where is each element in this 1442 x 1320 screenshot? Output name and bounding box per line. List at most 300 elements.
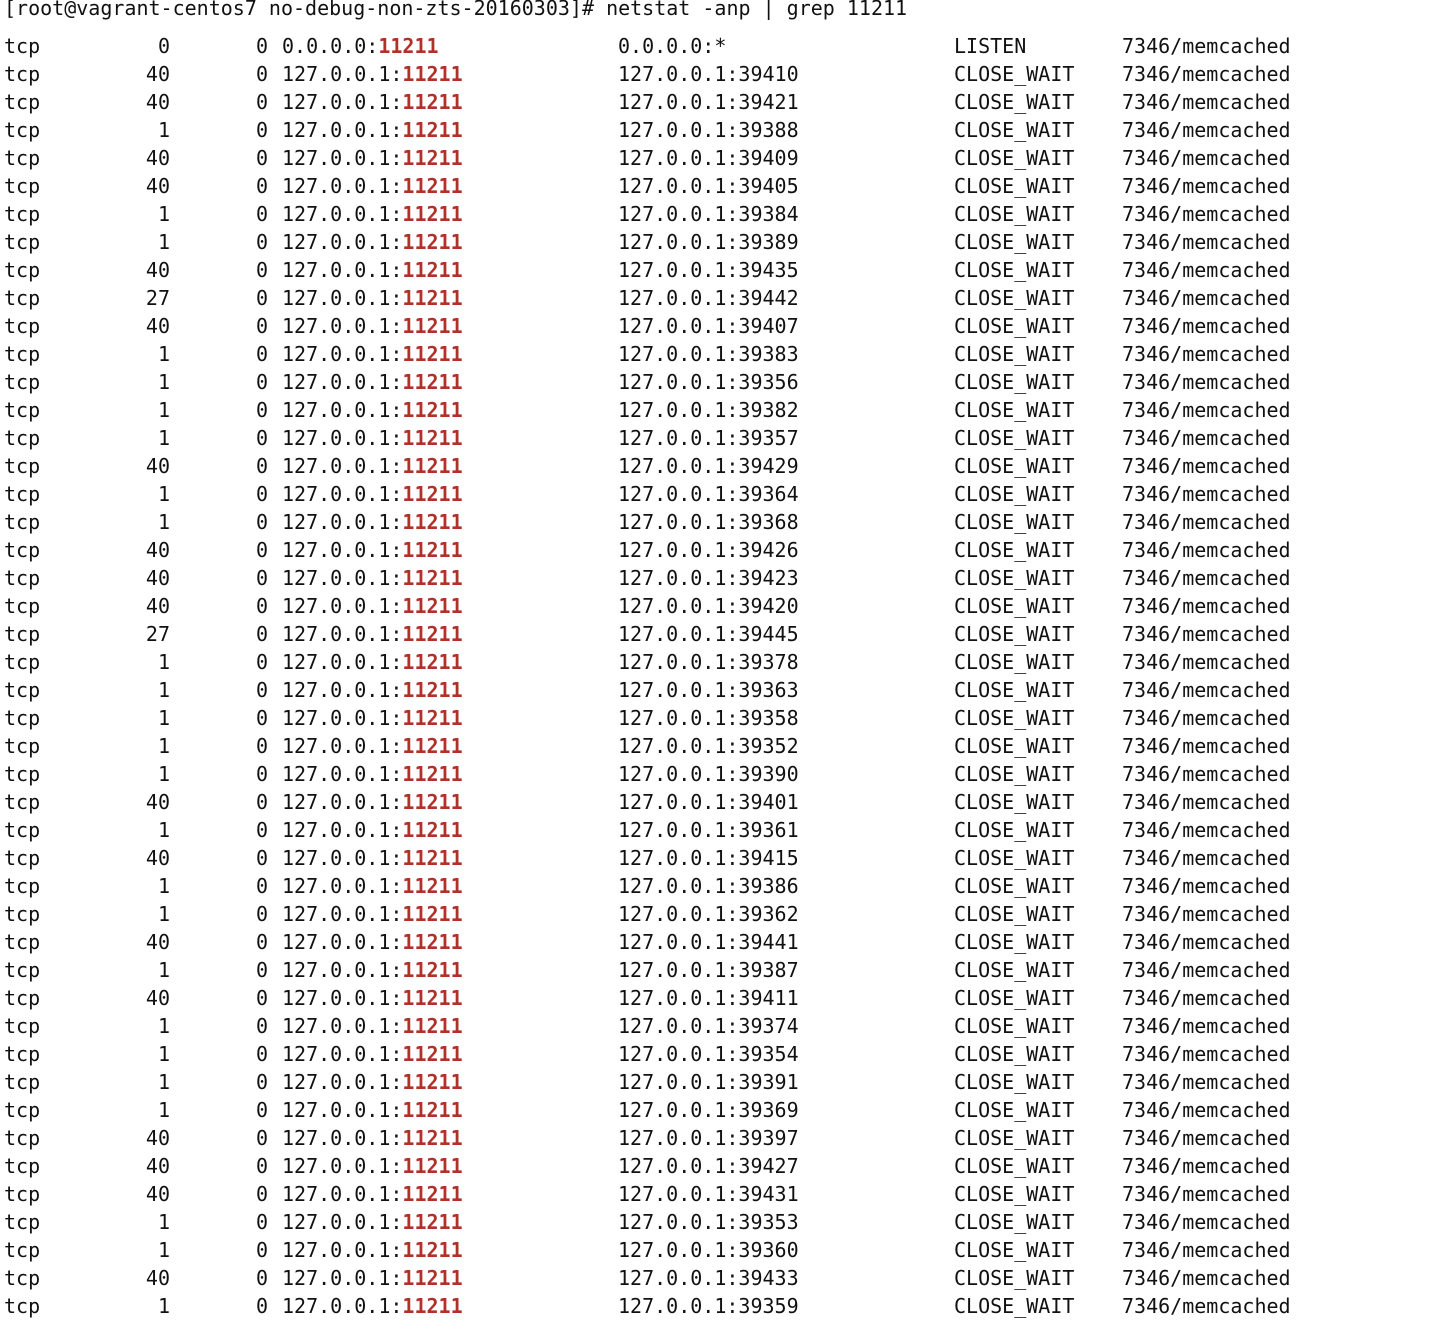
local-ip: 127.0.0.1: xyxy=(282,1182,403,1206)
highlighted-port: 11211 xyxy=(402,482,463,506)
protocol-cell: tcp xyxy=(4,594,41,618)
state-cell: CLOSE_WAIT xyxy=(954,1070,1075,1094)
pid-program-cell: 7346/memcached xyxy=(1122,678,1291,702)
foreign-address-cell: 127.0.0.1:39374 xyxy=(618,1014,799,1038)
netstat-row xyxy=(0,1040,1442,1068)
foreign-address-cell: 127.0.0.1:39364 xyxy=(618,482,799,506)
highlighted-port: 11211 xyxy=(402,874,463,898)
protocol-cell: tcp xyxy=(4,622,41,646)
local-ip: 127.0.0.1: xyxy=(282,342,403,366)
netstat-row xyxy=(0,312,1442,340)
foreign-address-cell: 127.0.0.1:39415 xyxy=(618,846,799,870)
recv-q-cell: 1 xyxy=(157,398,170,422)
highlighted-port: 11211 xyxy=(402,286,463,310)
recv-q-cell: 1 xyxy=(157,1070,170,1094)
netstat-row xyxy=(0,396,1442,424)
protocol-cell: tcp xyxy=(4,286,41,310)
foreign-address-cell: 127.0.0.1:39384 xyxy=(618,202,799,226)
state-cell: CLOSE_WAIT xyxy=(954,1098,1075,1122)
pid-program-cell: 7346/memcached xyxy=(1122,1070,1291,1094)
recv-q-cell: 1 xyxy=(157,1238,170,1262)
local-address-cell xyxy=(282,144,463,172)
foreign-address-cell: 127.0.0.1:39360 xyxy=(618,1238,799,1262)
netstat-row xyxy=(0,704,1442,732)
recv-q-cell: 1 xyxy=(157,370,170,394)
pid-program-cell: 7346/memcached xyxy=(1122,846,1291,870)
state-cell: CLOSE_WAIT xyxy=(954,846,1075,870)
foreign-address-cell: 127.0.0.1:39405 xyxy=(618,174,799,198)
local-address-cell xyxy=(282,1068,463,1096)
send-q-cell: 0 xyxy=(255,1154,268,1178)
highlighted-port: 11211 xyxy=(402,1098,463,1122)
foreign-address-cell: 127.0.0.1:39358 xyxy=(618,706,799,730)
recv-q-cell: 40 xyxy=(145,62,170,86)
state-cell: CLOSE_WAIT xyxy=(954,678,1075,702)
foreign-address-cell: 127.0.0.1:39363 xyxy=(618,678,799,702)
netstat-row xyxy=(0,844,1442,872)
netstat-row xyxy=(0,452,1442,480)
highlighted-port: 11211 xyxy=(402,734,463,758)
highlighted-port: 11211 xyxy=(402,930,463,954)
protocol-cell: tcp xyxy=(4,342,41,366)
pid-program-cell: 7346/memcached xyxy=(1122,34,1291,58)
recv-q-cell: 1 xyxy=(157,342,170,366)
pid-program-cell: 7346/memcached xyxy=(1122,1294,1291,1318)
pid-program-cell: 7346/memcached xyxy=(1122,342,1291,366)
foreign-address-cell: 127.0.0.1:39368 xyxy=(618,510,799,534)
pid-program-cell: 7346/memcached xyxy=(1122,370,1291,394)
state-cell: CLOSE_WAIT xyxy=(954,482,1075,506)
highlighted-port: 11211 xyxy=(402,1070,463,1094)
highlighted-port: 11211 xyxy=(402,594,463,618)
send-q-cell: 0 xyxy=(255,202,268,226)
recv-q-cell: 40 xyxy=(145,1126,170,1150)
state-cell: CLOSE_WAIT xyxy=(954,230,1075,254)
pid-program-cell: 7346/memcached xyxy=(1122,1154,1291,1178)
local-ip: 127.0.0.1: xyxy=(282,454,403,478)
state-cell: LISTEN xyxy=(954,34,1027,58)
send-q-cell: 0 xyxy=(255,1098,268,1122)
netstat-row xyxy=(0,676,1442,704)
foreign-address-cell: 127.0.0.1:39359 xyxy=(618,1294,799,1318)
local-ip: 127.0.0.1: xyxy=(282,958,403,982)
highlighted-port: 11211 xyxy=(402,538,463,562)
protocol-cell: tcp xyxy=(4,1266,41,1290)
state-cell: CLOSE_WAIT xyxy=(954,874,1075,898)
pid-program-cell: 7346/memcached xyxy=(1122,202,1291,226)
pid-program-cell: 7346/memcached xyxy=(1122,762,1291,786)
state-cell: CLOSE_WAIT xyxy=(954,342,1075,366)
protocol-cell: tcp xyxy=(4,62,41,86)
highlighted-port: 11211 xyxy=(402,1126,463,1150)
netstat-row xyxy=(0,592,1442,620)
local-address-cell xyxy=(282,984,463,1012)
recv-q-cell: 40 xyxy=(145,538,170,562)
pid-program-cell: 7346/memcached xyxy=(1122,1042,1291,1066)
pid-program-cell: 7346/memcached xyxy=(1122,538,1291,562)
netstat-row xyxy=(0,760,1442,788)
highlighted-port: 11211 xyxy=(402,566,463,590)
protocol-cell: tcp xyxy=(4,1238,41,1262)
state-cell: CLOSE_WAIT xyxy=(954,510,1075,534)
recv-q-cell: 27 xyxy=(145,286,170,310)
local-address-cell xyxy=(282,900,463,928)
send-q-cell: 0 xyxy=(255,818,268,842)
netstat-row xyxy=(0,1180,1442,1208)
local-address-cell xyxy=(282,816,463,844)
pid-program-cell: 7346/memcached xyxy=(1122,118,1291,142)
protocol-cell: tcp xyxy=(4,1294,41,1318)
pid-program-cell: 7346/memcached xyxy=(1122,314,1291,338)
local-ip: 127.0.0.1: xyxy=(282,1266,403,1290)
send-q-cell: 0 xyxy=(255,566,268,590)
protocol-cell: tcp xyxy=(4,482,41,506)
local-ip: 127.0.0.1: xyxy=(282,1014,403,1038)
netstat-row xyxy=(0,200,1442,228)
send-q-cell: 0 xyxy=(255,1266,268,1290)
send-q-cell: 0 xyxy=(255,874,268,898)
local-address-cell xyxy=(282,256,463,284)
local-ip: 127.0.0.1: xyxy=(282,790,403,814)
state-cell: CLOSE_WAIT xyxy=(954,958,1075,982)
local-address-cell xyxy=(282,1012,463,1040)
netstat-row xyxy=(0,172,1442,200)
state-cell: CLOSE_WAIT xyxy=(954,1210,1075,1234)
local-address-cell xyxy=(282,396,463,424)
netstat-row xyxy=(0,732,1442,760)
local-ip: 127.0.0.1: xyxy=(282,902,403,926)
netstat-row xyxy=(0,60,1442,88)
protocol-cell: tcp xyxy=(4,818,41,842)
recv-q-cell: 1 xyxy=(157,230,170,254)
pid-program-cell: 7346/memcached xyxy=(1122,398,1291,422)
protocol-cell: tcp xyxy=(4,1098,41,1122)
local-address-cell xyxy=(282,1124,463,1152)
foreign-address-cell: 127.0.0.1:39354 xyxy=(618,1042,799,1066)
netstat-row xyxy=(0,508,1442,536)
protocol-cell: tcp xyxy=(4,314,41,338)
local-address-cell xyxy=(282,340,463,368)
local-address-cell xyxy=(282,788,463,816)
netstat-row xyxy=(0,648,1442,676)
foreign-address-cell: 127.0.0.1:39352 xyxy=(618,734,799,758)
state-cell: CLOSE_WAIT xyxy=(954,398,1075,422)
foreign-address-cell: 127.0.0.1:39362 xyxy=(618,902,799,926)
foreign-address-cell: 127.0.0.1:39429 xyxy=(618,454,799,478)
highlighted-port: 11211 xyxy=(402,146,463,170)
protocol-cell: tcp xyxy=(4,1042,41,1066)
highlighted-port: 11211 xyxy=(402,1210,463,1234)
foreign-address-cell: 127.0.0.1:39388 xyxy=(618,118,799,142)
local-address-cell xyxy=(282,760,463,788)
local-address-cell xyxy=(282,480,463,508)
protocol-cell: tcp xyxy=(4,230,41,254)
foreign-address-cell: 127.0.0.1:39353 xyxy=(618,1210,799,1234)
shell-prompt: [root@vagrant-centos7 no-debug-non-zts-20160303]# xyxy=(4,0,607,20)
foreign-address-cell: 127.0.0.1:39389 xyxy=(618,230,799,254)
pid-program-cell: 7346/memcached xyxy=(1122,1126,1291,1150)
local-address-cell xyxy=(282,1040,463,1068)
local-ip: 127.0.0.1: xyxy=(282,566,403,590)
local-ip: 127.0.0.1: xyxy=(282,594,403,618)
send-q-cell: 0 xyxy=(255,118,268,142)
recv-q-cell: 40 xyxy=(145,790,170,814)
protocol-cell: tcp xyxy=(4,258,41,282)
state-cell: CLOSE_WAIT xyxy=(954,90,1075,114)
recv-q-cell: 1 xyxy=(157,734,170,758)
foreign-address-cell: 127.0.0.1:39433 xyxy=(618,1266,799,1290)
local-ip: 127.0.0.1: xyxy=(282,146,403,170)
pid-program-cell: 7346/memcached xyxy=(1122,594,1291,618)
local-ip: 127.0.0.1: xyxy=(282,986,403,1010)
local-ip: 127.0.0.1: xyxy=(282,1070,403,1094)
netstat-row xyxy=(0,1152,1442,1180)
netstat-row xyxy=(0,424,1442,452)
foreign-address-cell: 127.0.0.1:39387 xyxy=(618,958,799,982)
highlighted-port: 11211 xyxy=(402,90,463,114)
netstat-row xyxy=(0,368,1442,396)
netstat-row xyxy=(0,1208,1442,1236)
state-cell: CLOSE_WAIT xyxy=(954,1266,1075,1290)
local-address-cell xyxy=(282,1292,463,1320)
send-q-cell: 0 xyxy=(255,678,268,702)
highlighted-port: 11211 xyxy=(402,174,463,198)
recv-q-cell: 1 xyxy=(157,958,170,982)
foreign-address-cell: 127.0.0.1:39420 xyxy=(618,594,799,618)
state-cell: CLOSE_WAIT xyxy=(954,734,1075,758)
pid-program-cell: 7346/memcached xyxy=(1122,1098,1291,1122)
pid-program-cell: 7346/memcached xyxy=(1122,510,1291,534)
local-address-cell xyxy=(282,956,463,984)
local-ip: 127.0.0.1: xyxy=(282,90,403,114)
netstat-row xyxy=(0,144,1442,172)
local-address-cell xyxy=(282,1180,463,1208)
protocol-cell: tcp xyxy=(4,958,41,982)
recv-q-cell: 1 xyxy=(157,1098,170,1122)
netstat-row xyxy=(0,32,1442,60)
local-ip: 127.0.0.1: xyxy=(282,314,403,338)
state-cell: CLOSE_WAIT xyxy=(954,62,1075,86)
foreign-address-cell: 127.0.0.1:39383 xyxy=(618,342,799,366)
foreign-address-cell: 127.0.0.1:39369 xyxy=(618,1098,799,1122)
state-cell: CLOSE_WAIT xyxy=(954,202,1075,226)
foreign-address-cell: 127.0.0.1:39423 xyxy=(618,566,799,590)
state-cell: CLOSE_WAIT xyxy=(954,538,1075,562)
protocol-cell: tcp xyxy=(4,1070,41,1094)
local-ip: 0.0.0.0: xyxy=(282,34,379,58)
local-ip: 127.0.0.1: xyxy=(282,818,403,842)
recv-q-cell: 40 xyxy=(145,594,170,618)
send-q-cell: 0 xyxy=(255,342,268,366)
protocol-cell: tcp xyxy=(4,706,41,730)
local-address-cell xyxy=(282,564,463,592)
netstat-row xyxy=(0,1012,1442,1040)
netstat-row xyxy=(0,536,1442,564)
recv-q-cell: 1 xyxy=(157,1210,170,1234)
local-address-cell xyxy=(282,200,463,228)
recv-q-cell: 0 xyxy=(157,34,170,58)
netstat-row xyxy=(0,620,1442,648)
state-cell: CLOSE_WAIT xyxy=(954,146,1075,170)
send-q-cell: 0 xyxy=(255,706,268,730)
highlighted-port: 11211 xyxy=(378,34,439,58)
foreign-address-cell: 127.0.0.1:39390 xyxy=(618,762,799,786)
highlighted-port: 11211 xyxy=(402,426,463,450)
command-text: netstat -anp | grep 11211 xyxy=(606,0,908,20)
command-line xyxy=(4,0,1442,22)
pid-program-cell: 7346/memcached xyxy=(1122,230,1291,254)
foreign-address-cell: 127.0.0.1:39361 xyxy=(618,818,799,842)
recv-q-cell: 1 xyxy=(157,1294,170,1318)
foreign-address-cell: 127.0.0.1:39401 xyxy=(618,790,799,814)
recv-q-cell: 40 xyxy=(145,1182,170,1206)
foreign-address-cell: 127.0.0.1:39356 xyxy=(618,370,799,394)
highlighted-port: 11211 xyxy=(402,986,463,1010)
protocol-cell: tcp xyxy=(4,34,41,58)
local-ip: 127.0.0.1: xyxy=(282,678,403,702)
send-q-cell: 0 xyxy=(255,1294,268,1318)
foreign-address-cell: 127.0.0.1:39441 xyxy=(618,930,799,954)
state-cell: CLOSE_WAIT xyxy=(954,1294,1075,1318)
netstat-row xyxy=(0,116,1442,144)
local-address-cell xyxy=(282,284,463,312)
local-address-cell xyxy=(282,648,463,676)
local-address-cell xyxy=(282,116,463,144)
highlighted-port: 11211 xyxy=(402,1014,463,1038)
local-address-cell xyxy=(282,88,463,116)
foreign-address-cell: 127.0.0.1:39435 xyxy=(618,258,799,282)
protocol-cell: tcp xyxy=(4,370,41,394)
local-address-cell xyxy=(282,60,463,88)
protocol-cell: tcp xyxy=(4,902,41,926)
highlighted-port: 11211 xyxy=(402,1266,463,1290)
send-q-cell: 0 xyxy=(255,286,268,310)
protocol-cell: tcp xyxy=(4,426,41,450)
recv-q-cell: 40 xyxy=(145,258,170,282)
local-address-cell xyxy=(282,620,463,648)
highlighted-port: 11211 xyxy=(402,762,463,786)
foreign-address-cell: 127.0.0.1:39442 xyxy=(618,286,799,310)
send-q-cell: 0 xyxy=(255,314,268,338)
pid-program-cell: 7346/memcached xyxy=(1122,734,1291,758)
protocol-cell: tcp xyxy=(4,1126,41,1150)
local-address-cell xyxy=(282,872,463,900)
local-address-cell xyxy=(282,32,439,60)
foreign-address-cell: 127.0.0.1:39391 xyxy=(618,1070,799,1094)
protocol-cell: tcp xyxy=(4,650,41,674)
local-ip: 127.0.0.1: xyxy=(282,706,403,730)
send-q-cell: 0 xyxy=(255,1042,268,1066)
protocol-cell: tcp xyxy=(4,762,41,786)
protocol-cell: tcp xyxy=(4,1182,41,1206)
recv-q-cell: 40 xyxy=(145,1154,170,1178)
local-address-cell xyxy=(282,732,463,760)
recv-q-cell: 40 xyxy=(145,174,170,198)
highlighted-port: 11211 xyxy=(402,678,463,702)
netstat-row xyxy=(0,284,1442,312)
netstat-row xyxy=(0,1124,1442,1152)
local-ip: 127.0.0.1: xyxy=(282,538,403,562)
pid-program-cell: 7346/memcached xyxy=(1122,62,1291,86)
send-q-cell: 0 xyxy=(255,482,268,506)
protocol-cell: tcp xyxy=(4,930,41,954)
state-cell: CLOSE_WAIT xyxy=(954,426,1075,450)
state-cell: CLOSE_WAIT xyxy=(954,930,1075,954)
highlighted-port: 11211 xyxy=(402,314,463,338)
state-cell: CLOSE_WAIT xyxy=(954,118,1075,142)
local-ip: 127.0.0.1: xyxy=(282,398,403,422)
local-address-cell xyxy=(282,228,463,256)
recv-q-cell: 1 xyxy=(157,706,170,730)
send-q-cell: 0 xyxy=(255,510,268,534)
protocol-cell: tcp xyxy=(4,1210,41,1234)
local-ip: 127.0.0.1: xyxy=(282,230,403,254)
local-ip: 127.0.0.1: xyxy=(282,510,403,534)
netstat-row xyxy=(0,256,1442,284)
state-cell: CLOSE_WAIT xyxy=(954,1154,1075,1178)
highlighted-port: 11211 xyxy=(402,510,463,534)
highlighted-port: 11211 xyxy=(402,62,463,86)
pid-program-cell: 7346/memcached xyxy=(1122,90,1291,114)
recv-q-cell: 40 xyxy=(145,566,170,590)
local-address-cell xyxy=(282,844,463,872)
foreign-address-cell: 127.0.0.1:39407 xyxy=(618,314,799,338)
state-cell: CLOSE_WAIT xyxy=(954,454,1075,478)
state-cell: CLOSE_WAIT xyxy=(954,1042,1075,1066)
pid-program-cell: 7346/memcached xyxy=(1122,454,1291,478)
recv-q-cell: 40 xyxy=(145,846,170,870)
netstat-row xyxy=(0,1068,1442,1096)
pid-program-cell: 7346/memcached xyxy=(1122,286,1291,310)
send-q-cell: 0 xyxy=(255,650,268,674)
local-ip: 127.0.0.1: xyxy=(282,1042,403,1066)
local-ip: 127.0.0.1: xyxy=(282,622,403,646)
local-address-cell xyxy=(282,172,463,200)
foreign-address-cell: 0.0.0.0:* xyxy=(618,34,727,58)
local-address-cell xyxy=(282,592,463,620)
netstat-row xyxy=(0,1236,1442,1264)
highlighted-port: 11211 xyxy=(402,706,463,730)
recv-q-cell: 1 xyxy=(157,874,170,898)
recv-q-cell: 1 xyxy=(157,1014,170,1038)
highlighted-port: 11211 xyxy=(402,230,463,254)
highlighted-port: 11211 xyxy=(402,1042,463,1066)
foreign-address-cell: 127.0.0.1:39386 xyxy=(618,874,799,898)
protocol-cell: tcp xyxy=(4,538,41,562)
netstat-row xyxy=(0,788,1442,816)
pid-program-cell: 7346/memcached xyxy=(1122,706,1291,730)
recv-q-cell: 40 xyxy=(145,90,170,114)
netstat-row xyxy=(0,1264,1442,1292)
send-q-cell: 0 xyxy=(255,846,268,870)
pid-program-cell: 7346/memcached xyxy=(1122,258,1291,282)
local-address-cell xyxy=(282,1208,463,1236)
state-cell: CLOSE_WAIT xyxy=(954,1014,1075,1038)
state-cell: CLOSE_WAIT xyxy=(954,370,1075,394)
protocol-cell: tcp xyxy=(4,678,41,702)
recv-q-cell: 1 xyxy=(157,118,170,142)
pid-program-cell: 7346/memcached xyxy=(1122,874,1291,898)
state-cell: CLOSE_WAIT xyxy=(954,566,1075,590)
foreign-address-cell: 127.0.0.1:39397 xyxy=(618,1126,799,1150)
send-q-cell: 0 xyxy=(255,958,268,982)
pid-program-cell: 7346/memcached xyxy=(1122,174,1291,198)
protocol-cell: tcp xyxy=(4,566,41,590)
local-ip: 127.0.0.1: xyxy=(282,118,403,142)
recv-q-cell: 1 xyxy=(157,818,170,842)
pid-program-cell: 7346/memcached xyxy=(1122,818,1291,842)
local-ip: 127.0.0.1: xyxy=(282,370,403,394)
